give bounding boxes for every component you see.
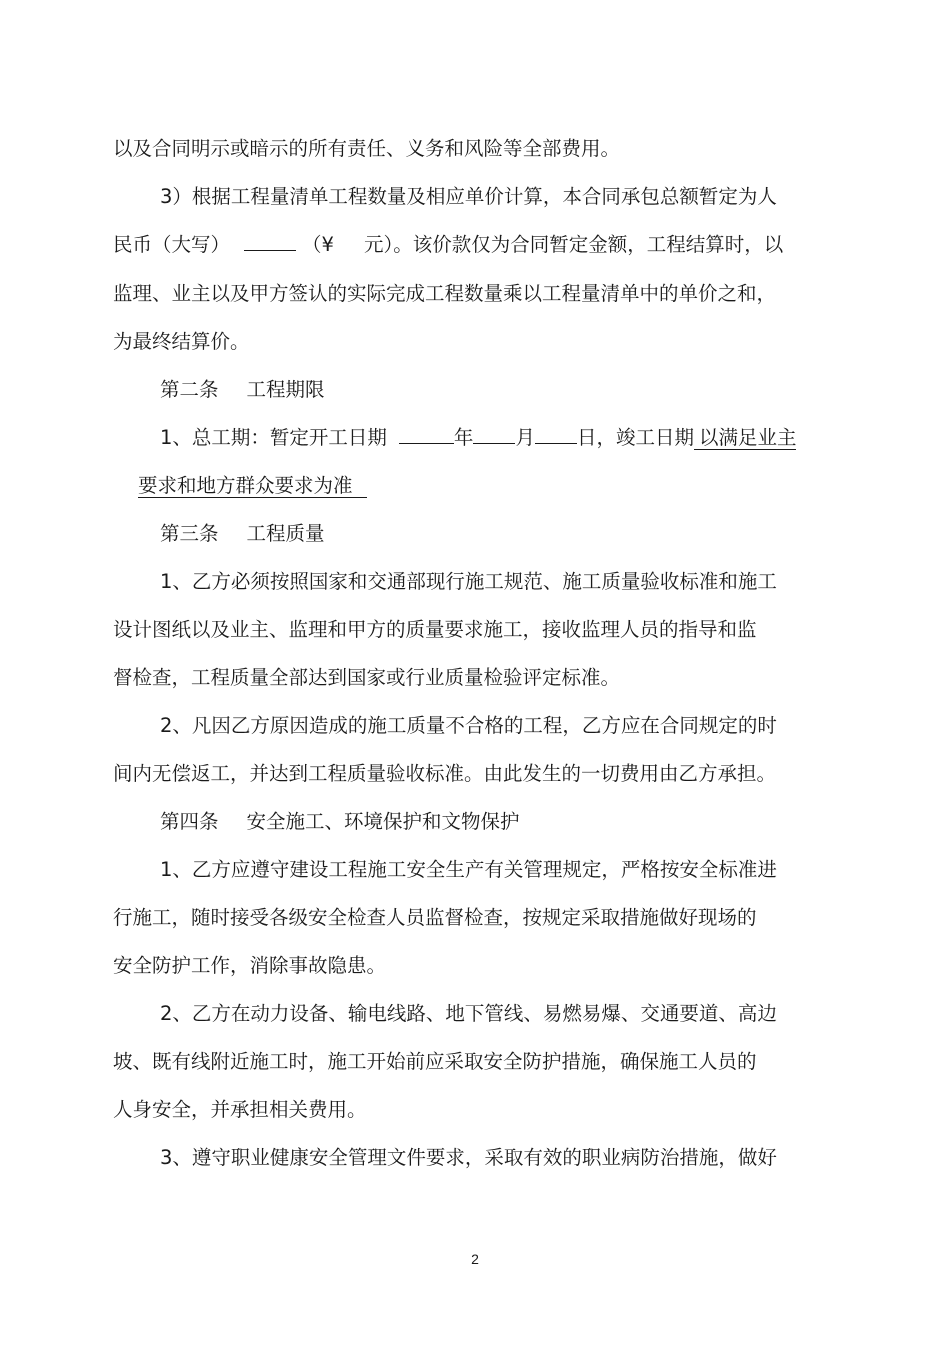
article-title: 工程期限 — [246, 378, 325, 401]
article-number: 第二条 — [160, 378, 219, 401]
paragraph-line: 以及合同明示或暗示的所有责任、义务和风险等全部费用。 — [113, 137, 621, 160]
paragraph-line: 间内无偿返工，并达到工程质量验收标准。由此发生的一切费用由乙方承担。 — [113, 762, 777, 785]
article-number: 第四条 — [160, 810, 219, 833]
underlined-segment: 以满足业主 — [698, 426, 797, 449]
paragraph-line: 3、遵守职业健康安全管理文件要求，采取有效的职业病防治措施，做好 — [160, 1146, 777, 1169]
paragraph-line — [113, 233, 783, 257]
paragraph-line: 1、乙方应遵守建设工程施工安全生产有关管理规定，严格按安全标准进 — [160, 858, 777, 881]
paragraph-line: 监理、业主以及甲方签认的实际完成工程数量乘以工程量清单中的单价之和， — [113, 282, 777, 305]
article-title: 安全施工、环境保护和文物保护 — [246, 810, 520, 833]
paragraph-line: 2、凡因乙方原因造成的施工质量不合格的工程，乙方应在合同规定的时 — [160, 714, 777, 737]
blank-field-month — [473, 443, 515, 444]
text-segment: （¥ — [302, 233, 334, 256]
underlined-segment: 要求和地方群众要求为准 — [138, 474, 353, 497]
paragraph-line: 为最终结算价。 — [113, 330, 250, 353]
blank-field-amount-words — [244, 250, 296, 251]
paragraph-line: 设计图纸以及业主、监理和甲方的质量要求施工，接收监理人员的指导和监 — [113, 618, 757, 641]
article-heading — [160, 810, 520, 834]
article-heading — [160, 522, 325, 546]
blank-field-day — [535, 443, 577, 444]
paragraph-line: 安全防护工作，消除事故隐患。 — [113, 954, 387, 977]
text-segment: 日，竣工日期 — [576, 426, 694, 449]
text-segment: 年 — [453, 426, 474, 449]
paragraph-line: 2、乙方在动力设备、输电线路、地下管线、易燃易爆、交通要道、高边 — [160, 1002, 777, 1025]
paragraph-line — [138, 474, 367, 498]
text-segment: 民币（大写） — [113, 233, 231, 256]
paragraph-line: 1、乙方必须按照国家和交通部现行施工规范、施工质量验收标准和施工 — [160, 570, 777, 593]
paragraph-line: 行施工，随时接受各级安全检查人员监督检查，按规定采取措施做好现场的 — [113, 906, 757, 929]
text-segment: 月 — [515, 426, 535, 449]
text-segment: 元）。该价款仅为合同暂定金额，工程结算时，以 — [363, 233, 784, 256]
page-number: 2 — [471, 1251, 479, 1267]
paragraph-line: 督检查，工程质量全部达到国家或行业质量检验评定标准。 — [113, 666, 621, 689]
article-heading — [160, 378, 325, 402]
paragraph-line: 人身安全，并承担相关费用。 — [113, 1098, 367, 1121]
paragraph-line — [160, 426, 796, 450]
text-segment: 1、总工期：暂定开工日期 — [160, 426, 387, 449]
blank-field-year — [399, 443, 454, 444]
underlined-text — [694, 427, 797, 450]
paragraph-line: 3）根据工程量清单工程数量及相应单价计算，本合同承包总额暂定为人 — [160, 185, 777, 208]
article-title: 工程质量 — [246, 522, 325, 545]
paragraph-line: 坡、既有线附近施工时，施工开始前应采取安全防护措施，确保施工人员的 — [113, 1050, 757, 1073]
article-number: 第三条 — [160, 522, 219, 545]
underlined-text — [138, 475, 367, 498]
